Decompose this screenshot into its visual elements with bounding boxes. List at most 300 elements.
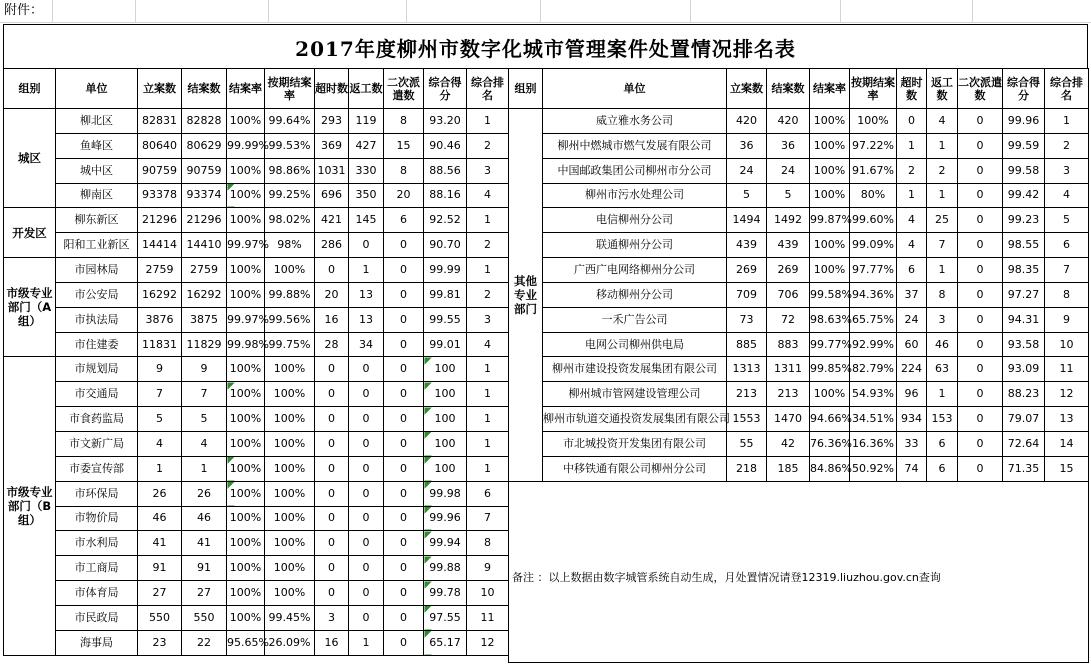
closed-count-cell: 22 xyxy=(182,630,227,655)
score-cell: 100 xyxy=(424,357,467,382)
ontime-rate-cell: 99.60% xyxy=(850,208,897,233)
overtime-cell: 24 xyxy=(897,307,927,332)
unit-cell: 市委宣传部 xyxy=(56,456,138,481)
ontime-rate-cell: 65.75% xyxy=(850,307,897,332)
redispatch-cell: 0 xyxy=(384,605,424,630)
closed-count-cell: 14410 xyxy=(182,233,227,258)
closed-count-cell: 46 xyxy=(182,506,227,531)
score-cell: 88.16 xyxy=(424,183,467,208)
closure-rate-cell: 99.97% xyxy=(227,233,265,258)
ontime-rate-cell: 99.56% xyxy=(265,307,315,332)
table-row xyxy=(4,208,509,233)
closure-rate-cell: 100% xyxy=(227,506,265,531)
table-row xyxy=(4,481,509,506)
table-row xyxy=(509,258,1089,283)
closed-count-cell: 213 xyxy=(767,382,810,407)
score-cell: 100 xyxy=(424,382,467,407)
redispatch-cell: 0 xyxy=(958,258,1003,283)
score-cell: 93.20 xyxy=(424,109,467,134)
table-row xyxy=(4,332,509,357)
rework-cell: 145 xyxy=(349,208,384,233)
score-cell: 99.81 xyxy=(424,282,467,307)
overtime-cell: 0 xyxy=(315,456,349,481)
overtime-cell: 16 xyxy=(315,630,349,655)
rework-cell: 0 xyxy=(349,581,384,606)
ontime-rate-cell: 100% xyxy=(265,431,315,456)
unit-cell: 柳北区 xyxy=(56,109,138,134)
filed-count-cell: 14414 xyxy=(138,233,182,258)
unit-cell: 鱼峰区 xyxy=(56,133,138,158)
rank-cell: 2 xyxy=(1045,133,1089,158)
closed-count-cell: 5 xyxy=(767,183,810,208)
score-cell: 99.99 xyxy=(424,258,467,283)
rank-cell: 4 xyxy=(1045,183,1089,208)
closed-count-cell: 439 xyxy=(767,233,810,258)
filed-count-cell: 2759 xyxy=(138,258,182,283)
title-box xyxy=(3,24,1088,68)
score-cell: 92.52 xyxy=(424,208,467,233)
column-header: 综合得分 xyxy=(424,69,467,109)
overtime-cell: 224 xyxy=(897,357,927,382)
table-row xyxy=(509,282,1089,307)
closed-count-cell: 5 xyxy=(182,407,227,432)
filed-count-cell: 90759 xyxy=(138,158,182,183)
rank-cell: 10 xyxy=(1045,332,1089,357)
score-cell: 94.31 xyxy=(1003,307,1045,332)
group-name-cell: 开发区 xyxy=(4,208,56,258)
filed-count-cell: 26 xyxy=(138,481,182,506)
overtime-cell: 0 xyxy=(315,407,349,432)
rank-cell: 1 xyxy=(1045,109,1089,134)
ontime-rate-cell: 92.99% xyxy=(850,332,897,357)
overtime-cell: 0 xyxy=(315,531,349,556)
filed-count-cell: 36 xyxy=(727,133,767,158)
ontime-rate-cell: 26.09% xyxy=(265,630,315,655)
rank-cell: 11 xyxy=(1045,357,1089,382)
column-header: 结案数 xyxy=(182,69,227,109)
column-header: 返工数 xyxy=(349,69,384,109)
redispatch-cell: 0 xyxy=(958,307,1003,332)
unit-cell: 威立雅水务公司 xyxy=(543,109,727,134)
unit-cell: 海事局 xyxy=(56,630,138,655)
column-header: 立案数 xyxy=(727,69,767,109)
filed-count-cell: 73 xyxy=(727,307,767,332)
ontime-rate-cell: 34.51% xyxy=(850,407,897,432)
unit-cell: 市公安局 xyxy=(56,282,138,307)
cell-divider xyxy=(52,0,53,22)
unit-cell: 中国邮政集团公司柳州市分公司 xyxy=(543,158,727,183)
unit-cell: 市园林局 xyxy=(56,258,138,283)
redispatch-cell: 0 xyxy=(958,133,1003,158)
table-row xyxy=(509,158,1089,183)
rework-cell: 0 xyxy=(349,407,384,432)
table-row xyxy=(4,133,509,158)
closure-rate-cell: 100% xyxy=(227,208,265,233)
closure-rate-cell: 100% xyxy=(810,382,850,407)
redispatch-cell: 0 xyxy=(958,233,1003,258)
closure-rate-cell: 100% xyxy=(227,183,265,208)
ontime-rate-cell: 98% xyxy=(265,233,315,258)
unit-cell: 市交通局 xyxy=(56,382,138,407)
score-cell: 98.35 xyxy=(1003,258,1045,283)
overtime-cell: 37 xyxy=(897,282,927,307)
overtime-cell: 421 xyxy=(315,208,349,233)
overtime-cell: 4 xyxy=(897,233,927,258)
redispatch-cell: 0 xyxy=(384,357,424,382)
overtime-cell: 0 xyxy=(315,556,349,581)
redispatch-cell: 0 xyxy=(958,158,1003,183)
rank-cell: 14 xyxy=(1045,431,1089,456)
rework-cell: 1 xyxy=(927,183,958,208)
rank-cell: 1 xyxy=(467,208,509,233)
overtime-cell: 0 xyxy=(315,581,349,606)
table-row xyxy=(509,332,1089,357)
unit-cell: 广西广电网络柳州分公司 xyxy=(543,258,727,283)
closed-count-cell: 41 xyxy=(182,531,227,556)
rank-cell: 1 xyxy=(467,431,509,456)
ontime-rate-cell: 100% xyxy=(265,407,315,432)
rank-cell: 5 xyxy=(1045,208,1089,233)
redispatch-cell: 6 xyxy=(384,208,424,233)
column-header: 结案率 xyxy=(227,69,265,109)
table-row xyxy=(509,407,1089,432)
rework-cell: 6 xyxy=(927,456,958,481)
score-cell: 93.58 xyxy=(1003,332,1045,357)
closure-rate-cell: 94.66% xyxy=(810,407,850,432)
closed-count-cell: 91 xyxy=(182,556,227,581)
overtime-cell: 0 xyxy=(315,382,349,407)
score-cell: 99.96 xyxy=(1003,109,1045,134)
rank-cell: 3 xyxy=(467,307,509,332)
closed-count-cell: 269 xyxy=(767,258,810,283)
filed-count-cell: 885 xyxy=(727,332,767,357)
table-row xyxy=(509,208,1089,233)
ontime-rate-cell: 99.09% xyxy=(850,233,897,258)
table-row xyxy=(4,382,509,407)
table-row xyxy=(4,357,509,382)
redispatch-cell: 0 xyxy=(958,282,1003,307)
unit-cell: 市工商局 xyxy=(56,556,138,581)
filed-count-cell: 1 xyxy=(138,456,182,481)
redispatch-cell: 0 xyxy=(958,456,1003,481)
filed-count-cell: 5 xyxy=(138,407,182,432)
rework-cell: 0 xyxy=(349,233,384,258)
ontime-rate-cell: 80% xyxy=(850,183,897,208)
filed-count-cell: 218 xyxy=(727,456,767,481)
rework-cell: 13 xyxy=(349,282,384,307)
column-header: 单位 xyxy=(56,69,138,109)
ontime-rate-cell: 91.67% xyxy=(850,158,897,183)
closure-rate-cell: 100% xyxy=(810,158,850,183)
cell-divider xyxy=(540,0,541,22)
rework-cell: 119 xyxy=(349,109,384,134)
column-header: 立案数 xyxy=(138,69,182,109)
closure-rate-cell: 100% xyxy=(227,531,265,556)
redispatch-cell: 0 xyxy=(384,456,424,481)
table-row xyxy=(509,357,1089,382)
ontime-rate-cell: 100% xyxy=(265,357,315,382)
overtime-cell: 1 xyxy=(897,183,927,208)
filed-count-cell: 23 xyxy=(138,630,182,655)
ontime-rate-cell: 99.53% xyxy=(265,133,315,158)
column-header: 返工数 xyxy=(927,69,958,109)
rework-cell: 0 xyxy=(349,456,384,481)
rework-cell: 13 xyxy=(349,307,384,332)
redispatch-cell: 8 xyxy=(384,158,424,183)
ontime-rate-cell: 100% xyxy=(850,109,897,134)
rank-cell: 1 xyxy=(467,258,509,283)
closure-rate-cell: 98.63% xyxy=(810,307,850,332)
overtime-cell: 96 xyxy=(897,382,927,407)
table-row xyxy=(4,233,509,258)
column-header: 综合排名 xyxy=(1045,69,1089,109)
unit-cell: 市住建委 xyxy=(56,332,138,357)
table-row xyxy=(4,258,509,283)
closed-count-cell: 90759 xyxy=(182,158,227,183)
rank-cell: 6 xyxy=(1045,233,1089,258)
overtime-cell: 286 xyxy=(315,233,349,258)
ontime-rate-cell: 100% xyxy=(265,481,315,506)
rank-cell: 3 xyxy=(467,158,509,183)
table-row xyxy=(509,233,1089,258)
ontime-rate-cell: 100% xyxy=(265,382,315,407)
score-cell: 100 xyxy=(424,407,467,432)
closed-count-cell: 1311 xyxy=(767,357,810,382)
rework-cell: 1 xyxy=(927,258,958,283)
ontime-rate-cell: 99.88% xyxy=(265,282,315,307)
rework-cell: 3 xyxy=(927,307,958,332)
overtime-cell: 0 xyxy=(315,357,349,382)
group-name-cell: 市级专业部门（B组） xyxy=(4,357,56,655)
closure-rate-cell: 99.85% xyxy=(810,357,850,382)
ontime-rate-cell: 100% xyxy=(265,456,315,481)
rework-cell: 350 xyxy=(349,183,384,208)
ontime-rate-cell: 100% xyxy=(265,506,315,531)
closure-rate-cell: 100% xyxy=(810,258,850,283)
redispatch-cell: 0 xyxy=(958,431,1003,456)
unit-cell: 城中区 xyxy=(56,158,138,183)
redispatch-cell: 0 xyxy=(384,332,424,357)
unit-cell: 市执法局 xyxy=(56,307,138,332)
closure-rate-cell: 76.36% xyxy=(810,431,850,456)
closure-rate-cell: 100% xyxy=(810,133,850,158)
rework-cell: 8 xyxy=(927,282,958,307)
table-row xyxy=(4,630,509,655)
rank-cell: 3 xyxy=(1045,158,1089,183)
group-name-cell: 市级专业部门（A组） xyxy=(4,258,56,357)
unit-cell: 电信柳州分公司 xyxy=(543,208,727,233)
group-name-cell: 城区 xyxy=(4,109,56,208)
table-row xyxy=(509,109,1089,134)
filed-count-cell: 3876 xyxy=(138,307,182,332)
closure-rate-cell: 100% xyxy=(810,183,850,208)
score-cell: 99.42 xyxy=(1003,183,1045,208)
overtime-cell: 6 xyxy=(897,258,927,283)
header-row xyxy=(4,69,509,109)
closed-count-cell: 42 xyxy=(767,431,810,456)
group-name-cell: 其他专业部门 xyxy=(509,109,543,482)
ontime-rate-cell: 16.36% xyxy=(850,431,897,456)
rework-cell: 0 xyxy=(349,605,384,630)
closure-rate-cell: 100% xyxy=(227,456,265,481)
closed-count-cell: 11829 xyxy=(182,332,227,357)
score-cell: 72.64 xyxy=(1003,431,1045,456)
closure-rate-cell: 99.97% xyxy=(227,307,265,332)
overtime-cell: 74 xyxy=(897,456,927,481)
closed-count-cell: 4 xyxy=(182,431,227,456)
footnote: 备注 ：以上数据由数字城管系统自动生成，月处置情况请登12319.liuzhou.gov.cn查询 xyxy=(512,571,941,584)
closed-count-cell: 1 xyxy=(182,456,227,481)
score-cell: 97.55 xyxy=(424,605,467,630)
closed-count-cell: 1492 xyxy=(767,208,810,233)
closed-count-cell: 1470 xyxy=(767,407,810,432)
ontime-rate-cell: 99.45% xyxy=(265,605,315,630)
closure-rate-cell: 99.98% xyxy=(227,332,265,357)
rework-cell: 427 xyxy=(349,133,384,158)
redispatch-cell: 0 xyxy=(958,109,1003,134)
rework-cell: 25 xyxy=(927,208,958,233)
filed-count-cell: 1313 xyxy=(727,357,767,382)
score-cell: 90.46 xyxy=(424,133,467,158)
score-cell: 99.23 xyxy=(1003,208,1045,233)
rank-cell: 15 xyxy=(1045,456,1089,481)
closure-rate-cell: 100% xyxy=(227,357,265,382)
filed-count-cell: 269 xyxy=(727,258,767,283)
unit-cell: 市物价局 xyxy=(56,506,138,531)
ontime-rate-cell: 100% xyxy=(265,531,315,556)
closed-count-cell: 7 xyxy=(182,382,227,407)
overtime-cell: 293 xyxy=(315,109,349,134)
redispatch-cell: 0 xyxy=(958,183,1003,208)
redispatch-cell: 0 xyxy=(384,481,424,506)
filed-count-cell: 55 xyxy=(727,431,767,456)
table-row xyxy=(4,307,509,332)
table-row xyxy=(4,183,509,208)
table-row xyxy=(509,382,1089,407)
score-cell: 100 xyxy=(424,456,467,481)
closure-rate-cell: 99.99% xyxy=(227,133,265,158)
score-cell: 99.55 xyxy=(424,307,467,332)
closed-count-cell: 16292 xyxy=(182,282,227,307)
ontime-rate-cell: 97.77% xyxy=(850,258,897,283)
score-cell: 88.56 xyxy=(424,158,467,183)
table-row xyxy=(4,531,509,556)
closure-rate-cell: 84.86% xyxy=(810,456,850,481)
filed-count-cell: 27 xyxy=(138,581,182,606)
closed-count-cell: 80629 xyxy=(182,133,227,158)
rework-cell: 46 xyxy=(927,332,958,357)
redispatch-cell: 15 xyxy=(384,133,424,158)
closed-count-cell: 706 xyxy=(767,282,810,307)
column-header: 超时数 xyxy=(897,69,927,109)
rank-cell: 13 xyxy=(1045,407,1089,432)
rank-cell: 12 xyxy=(467,630,509,655)
filed-count-cell: 46 xyxy=(138,506,182,531)
filed-count-cell: 11831 xyxy=(138,332,182,357)
closed-count-cell: 93374 xyxy=(182,183,227,208)
closure-rate-cell: 99.77% xyxy=(810,332,850,357)
unit-cell: 柳州市建设投资发展集团有限公司 xyxy=(543,357,727,382)
column-header: 二次派遣数 xyxy=(958,69,1003,109)
ontime-rate-cell: 54.93% xyxy=(850,382,897,407)
table-row xyxy=(4,456,509,481)
closed-count-cell: 26 xyxy=(182,481,227,506)
score-cell: 99.98 xyxy=(424,481,467,506)
closure-rate-cell: 99.58% xyxy=(810,282,850,307)
ontime-rate-cell: 100% xyxy=(265,581,315,606)
overtime-cell: 0 xyxy=(897,109,927,134)
unit-cell: 一禾广告公司 xyxy=(543,307,727,332)
redispatch-cell: 0 xyxy=(384,382,424,407)
filed-count-cell: 439 xyxy=(727,233,767,258)
rework-cell: 1 xyxy=(927,133,958,158)
unit-cell: 市环保局 xyxy=(56,481,138,506)
rank-cell: 7 xyxy=(1045,258,1089,283)
score-cell: 98.55 xyxy=(1003,233,1045,258)
overtime-cell: 1031 xyxy=(315,158,349,183)
redispatch-cell: 0 xyxy=(384,431,424,456)
column-header: 结案数 xyxy=(767,69,810,109)
table-row xyxy=(509,431,1089,456)
overtime-cell: 1 xyxy=(897,133,927,158)
rank-cell: 2 xyxy=(467,282,509,307)
score-cell: 99.78 xyxy=(424,581,467,606)
redispatch-cell: 0 xyxy=(958,407,1003,432)
rank-cell: 1 xyxy=(467,407,509,432)
overtime-cell: 2 xyxy=(897,158,927,183)
unit-cell: 柳东新区 xyxy=(56,208,138,233)
filed-count-cell: 4 xyxy=(138,431,182,456)
table-row xyxy=(4,158,509,183)
spreadsheet-top-strip xyxy=(0,0,1091,23)
ontime-rate-cell: 99.75% xyxy=(265,332,315,357)
closed-count-cell: 24 xyxy=(767,158,810,183)
rework-cell: 6 xyxy=(927,431,958,456)
overtime-cell: 0 xyxy=(315,258,349,283)
table-row xyxy=(4,581,509,606)
cell-divider xyxy=(406,0,407,22)
closure-rate-cell: 100% xyxy=(227,258,265,283)
score-cell: 97.27 xyxy=(1003,282,1045,307)
overtime-cell: 3 xyxy=(315,605,349,630)
redispatch-cell: 0 xyxy=(384,556,424,581)
overtime-cell: 0 xyxy=(315,431,349,456)
score-cell: 79.07 xyxy=(1003,407,1045,432)
ontime-rate-cell: 98.02% xyxy=(265,208,315,233)
overtime-cell: 4 xyxy=(897,208,927,233)
rank-cell: 8 xyxy=(467,531,509,556)
filed-count-cell: 1494 xyxy=(727,208,767,233)
rework-cell: 4 xyxy=(927,109,958,134)
rank-cell: 1 xyxy=(467,109,509,134)
column-header: 按期结案率 xyxy=(850,69,897,109)
closure-rate-cell: 100% xyxy=(227,581,265,606)
rank-cell: 7 xyxy=(467,506,509,531)
filed-count-cell: 16292 xyxy=(138,282,182,307)
rework-cell: 2 xyxy=(927,158,958,183)
redispatch-cell: 0 xyxy=(384,233,424,258)
redispatch-cell: 0 xyxy=(384,282,424,307)
score-cell: 99.94 xyxy=(424,531,467,556)
closure-rate-cell: 100% xyxy=(227,556,265,581)
unit-cell: 中移铁通有限公司柳州分公司 xyxy=(543,456,727,481)
table-row xyxy=(4,109,509,134)
column-header: 超时数 xyxy=(315,69,349,109)
ranking-table-left xyxy=(3,68,509,656)
redispatch-cell: 0 xyxy=(384,581,424,606)
filed-count-cell: 7 xyxy=(138,382,182,407)
rank-cell: 1 xyxy=(467,456,509,481)
